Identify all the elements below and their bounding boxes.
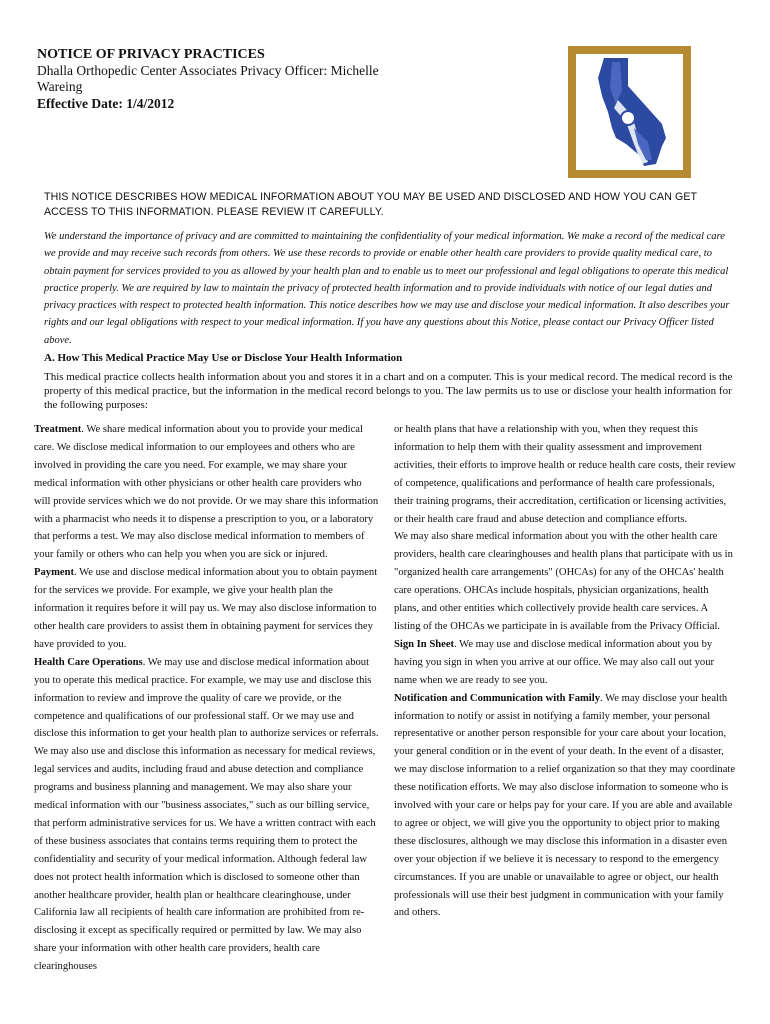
treatment-paragraph [34, 421, 380, 564]
section-a-heading: A. How This Medical Practice May Use or Disclose Your Health Information [44, 352, 403, 364]
treatment-text: . We share medical information about you to provide your medical care. We disclose medical information to our employees and others who are involved in providing the care you need. For example, we may share your medical information with other physicians or other health care providers who will provide services which we do not provide. Or we may share this information with a pharmacist who needs it to dispense a prescription to you, or a laboratory that performs a test. We may also disclose medical information to members of your family or others who can help you when you are sick or injured. [34, 424, 379, 561]
operations-text: . We may use and disclose medical information about you to operate this medical practice. For example, we may use and disclose this information to review and improve the quality of care we provide, or the competence and qualifications of our professional staff. Or we may use and disclose this information to get your health plan to authorize services or referrals. We may also use and disclose this information as necessary for medical reviews, legal services and audits, including fraud and abuse detection and compliance programs and business planning and management. We may also share your medical information with our "business associates," such as our billing service, that perform administrative services for us. We have a written contract with each of these business associates that contains terms requiring them to protect the confidentiality and security of your medical information. Although federal law does not protect health information which is disclosed to someone other than another healthcare provider, health plan or healthcare clearinghouse, under California law all recipients of health care information are prohibited from re- disclosing it except as specifically required or permitted by law. We may also share your information with other health care providers, health care clearinghouses [34, 656, 379, 973]
notice-caps-statement: THIS NOTICE DESCRIBES HOW MEDICAL INFORMATION ABOUT YOU MAY BE USED AND DISCLOSED AND HOW YOU CAN GET ACCESS TO THIS INFORMATION. PLEASE REVIEW IT CAREFULLY. [44, 191, 697, 218]
logo-graphic [568, 46, 691, 178]
signin-label: Sign In Sheet [394, 638, 455, 650]
right-column [394, 421, 736, 922]
effective-date: Effective Date: 1/4/2012 [37, 96, 175, 111]
document-header [37, 46, 387, 112]
operations-paragraph [34, 654, 380, 976]
payment-label: Payment [34, 567, 75, 579]
organization-line: Dhalla Orthopedic Center Associates Privacy Officer: Michelle Wareing [37, 63, 379, 94]
notification-paragraph [394, 690, 736, 923]
notification-text: . We may disclose your health information to notify or assist in notifying a family member, your personal representative or another person responsible for your care about your location, your general condition or in the event of your death. In the event of a disaster, we may disclose information to a relief organization so that they may coordinate these notification efforts. We may also disclose information to someone who is involved with your care or helps pay for your care. If you are able and available to agree or object, we will give you the opportunity to object prior to making these disclosures, although we may disclose this information in a disaster even over your objection if we believe it is necessary to respond to the emergency circumstances. If you are unable or unavailable to agree or object, our health professionals will use their best judgment in communication with your family and others. [394, 692, 736, 919]
signin-text: . We may use and disclose medical information about you by having you sign in when you arrive at our office. We may also call out your name when we are ready to see you. [394, 638, 715, 686]
california-knee-logo [568, 46, 691, 178]
knee-joint-icon [621, 111, 635, 125]
continuation-paragraph: or health plans that have a relationship with you, when they request this information to help them with their quality assessment and improvement activities, their efforts to improve health or reduce health care costs, their review of competence, qualifications and performance of health care professionals, their training programs, their accreditation, certification or licensing activities, or their health care fraud and abuse detection and compliance efforts. [394, 424, 736, 525]
left-column [34, 421, 380, 976]
operations-label: Health Care Operations [34, 656, 143, 668]
document-title: NOTICE OF PRIVACY PRACTICES [37, 47, 265, 62]
payment-paragraph [34, 564, 380, 654]
treatment-label: Treatment [34, 424, 82, 435]
section-a-paragraph: This medical practice collects health information about you and stores it in a chart and on a computer. This is your medical record. The medical record is the property of this medical practice, but the information in the medical record belongs to you. The law permits us to use or disclose your health information for the following purposes: [44, 371, 733, 412]
intro-paragraph: We understand the importance of privacy and are committed to maintaining the confidentiality of your medical information. We make a record of the medical care we provide and may receive such records from others. We use these records to provide or enable other health care providers to provide quality medical care, to obtain payment for services provided to you as allowed by your health plan and to enable us to meet our professional and legal obligations to operate this medical practice properly. We are required by law to maintain the privacy of protected health information and to provide individuals with notice of our legal duties and privacy practices with respect to protected health information. This notice describes how we may use and disclose your medical information. It also describes your rights and our legal obligations with respect to your medical information. If you have any questions about this Notice, please contact our Privacy Officer listed above. [44, 231, 730, 346]
signin-paragraph [394, 636, 736, 690]
notification-label: Notification and Communication with Family [394, 692, 600, 704]
ohca-paragraph: We may also share medical information about you with the other health care providers, health care clearinghouses and health plans that participate with us in "organized health care arrangements" (OHCAs) for any of the OHCAs' health care operations. OHCAs include hospitals, physician organizations, health plans, and other entities which collectively provide health care services. A listing of the OHCAs we participate in is available from the Privacy Official. [394, 531, 733, 632]
payment-text: . We use and disclose medical information about you to obtain payment for the services we provide. For example, we give your health plan the information it requires before it will pay us. We may also disclose information to other health care providers to assist them in obtaining payment for services they have provided to you. [34, 567, 378, 650]
